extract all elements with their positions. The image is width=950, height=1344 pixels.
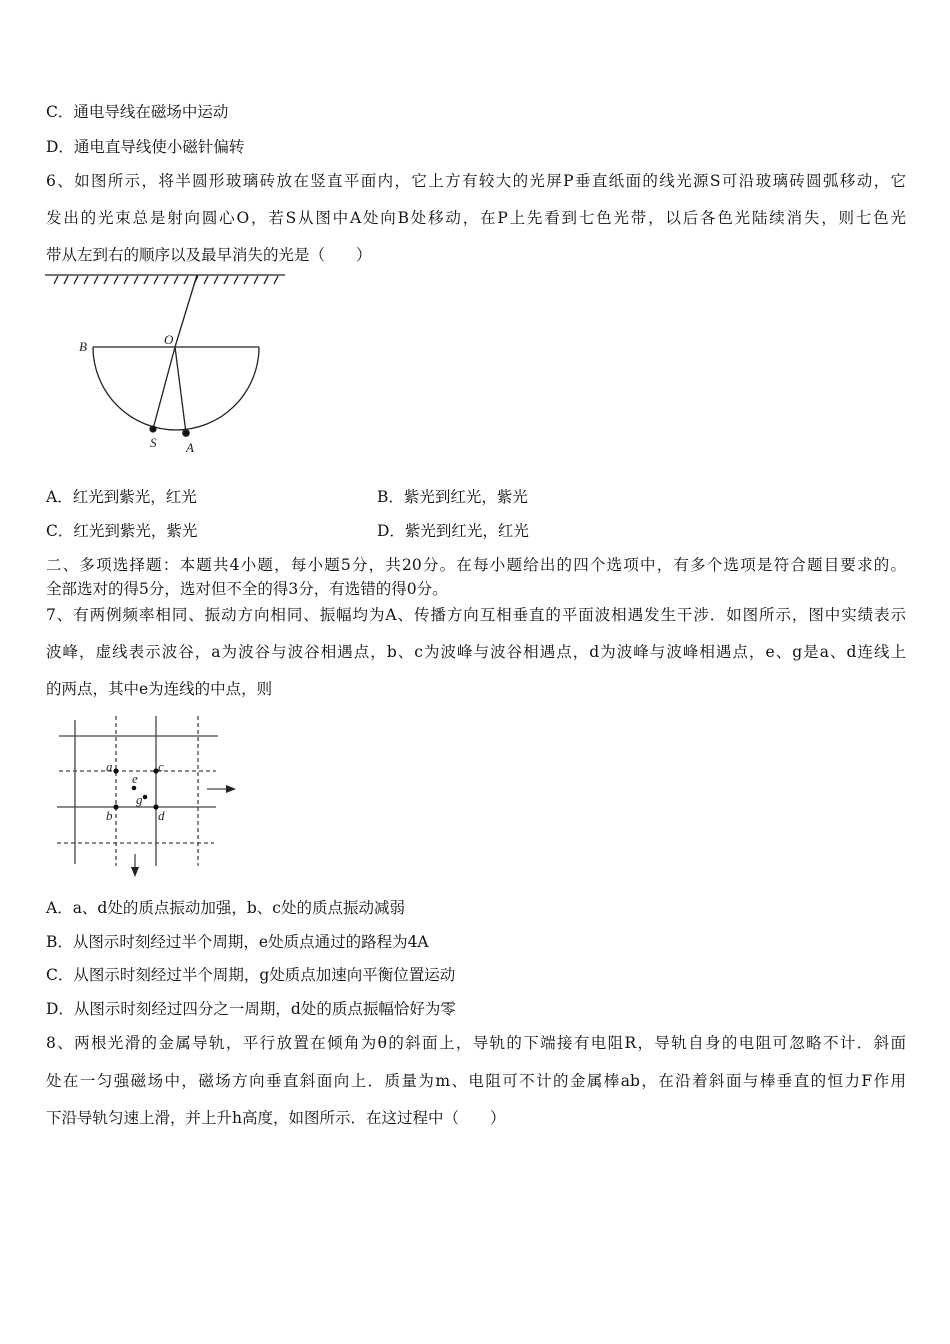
label-o: O — [164, 332, 174, 347]
q5-option-c: C．通电导线在磁场中运动 — [46, 103, 229, 121]
point-a — [113, 768, 118, 773]
point-b — [113, 804, 118, 809]
q7-option-b: B．从图示时刻经过半个周期，e处质点通过的路程为4A — [46, 933, 429, 951]
label-a: A — [186, 440, 194, 455]
arrow-down-head — [131, 867, 139, 877]
incident-ray — [153, 347, 175, 429]
hatch-mark — [64, 276, 68, 284]
q6-option-a: A．红光到紫光，红光 — [46, 488, 197, 506]
label-b: b — [106, 808, 113, 823]
q7-option-c: C．从图示时刻经过半个周期，g处质点加速向平衡位置运动 — [46, 966, 456, 984]
hatch-mark — [254, 276, 258, 284]
refracted-ray — [175, 275, 197, 347]
q7-text-line: 的两点，其中e为连线的中点，则 — [46, 680, 273, 698]
hatch-mark — [104, 276, 108, 284]
hatch-mark — [114, 276, 118, 284]
q8-text-line: 处在一匀强磁场中，磁场方向垂直斜面向上．质量为m、电阻可不计的金属棒ab，在沿着斜面与棒垂直的恒力F作用 — [46, 1072, 906, 1090]
label-g: g — [136, 792, 143, 807]
hatch-mark — [264, 276, 268, 284]
hatch-mark — [74, 276, 78, 284]
q8-text-line: 8、两根光滑的金属导轨，平行放置在倾角为θ的斜面上，导轨的下端接有电阻R，导轨自身的电阻可忽略不计．斜面 — [46, 1034, 906, 1052]
q6-option-b: B．紫光到红光，紫光 — [377, 488, 528, 506]
hatch-mark — [244, 276, 248, 284]
radius-oa — [175, 347, 186, 433]
label-c: c — [158, 759, 164, 774]
screen-hatching — [54, 276, 278, 284]
hatch-mark — [164, 276, 168, 284]
q6-option-d: D．紫光到红光，红光 — [377, 522, 529, 540]
q5-option-d: D．通电直导线使小磁针偏转 — [46, 138, 245, 156]
point-g — [143, 795, 148, 800]
section2-heading: 全部选对的得5分，选对但不全的得3分，有选错的得0分。 — [46, 580, 448, 598]
q8-text-line: 下沿导轨匀速上滑，并上升h高度，如图所示．在这过程中（ ） — [46, 1109, 506, 1127]
hatch-mark — [214, 276, 218, 284]
hatch-mark — [84, 276, 88, 284]
q6-semicircle-figure — [45, 275, 285, 436]
hatch-mark — [234, 276, 238, 284]
label-d: d — [158, 808, 165, 823]
hatch-mark — [154, 276, 158, 284]
q6-text-line: 发出的光束总是射向圆心O，若S从图中A处向B处移动，在P上先看到七色光带，以后各色光陆续消失，则七色光 — [46, 209, 906, 227]
q6-text-line: 带从左到右的顺序以及最早消失的光是（ ） — [46, 246, 372, 264]
hatch-mark — [124, 276, 128, 284]
hatch-mark — [94, 276, 98, 284]
label-b: B — [79, 339, 87, 354]
hatch-mark — [224, 276, 228, 284]
hatch-mark — [144, 276, 148, 284]
hatch-mark — [54, 276, 58, 284]
point-s — [150, 426, 156, 432]
section2-heading: 二、多项选择题：本题共4小题，每小题5分，共20分。在每小题给出的四个选项中，有多个选项是符合题目要求的。 — [46, 556, 906, 574]
q7-option-a: A．a、d处的质点振动加强，b、c处的质点振动减弱 — [46, 899, 405, 917]
hatch-mark — [274, 276, 278, 284]
hatch-mark — [184, 276, 188, 284]
label-a: a — [106, 759, 113, 774]
hatch-mark — [204, 276, 208, 284]
q6-text-line: 6、如图所示，将半圆形玻璃砖放在竖直平面内，它上方有较大的光屏P垂直纸面的线光源S可沿玻璃砖圆弧移动，它 — [46, 172, 906, 190]
arrow-right-head — [226, 785, 236, 793]
hatch-mark — [174, 276, 178, 284]
point-a — [183, 430, 189, 436]
hatch-mark — [134, 276, 138, 284]
point-e — [132, 786, 137, 791]
label-s: S — [150, 435, 157, 450]
q6-option-c: C．红光到紫光，紫光 — [46, 522, 198, 540]
q7-text-line: 波峰，虚线表示波谷，a为波谷与波谷相遇点，b、c为波峰与波谷相遇点，d为波峰与波峰相遇点，e、g是a、d连线上 — [46, 643, 906, 661]
q7-text-line: 7、有两例频率相同、振动方向相同、振幅均为A、传播方向互相垂直的平面波相遇发生干涉．如图所示，图中实绩表示 — [46, 606, 906, 624]
label-e: e — [132, 771, 138, 786]
q7-option-d: D．从图示时刻经过四分之一周期，d处的质点振幅恰好为零 — [46, 1000, 456, 1018]
